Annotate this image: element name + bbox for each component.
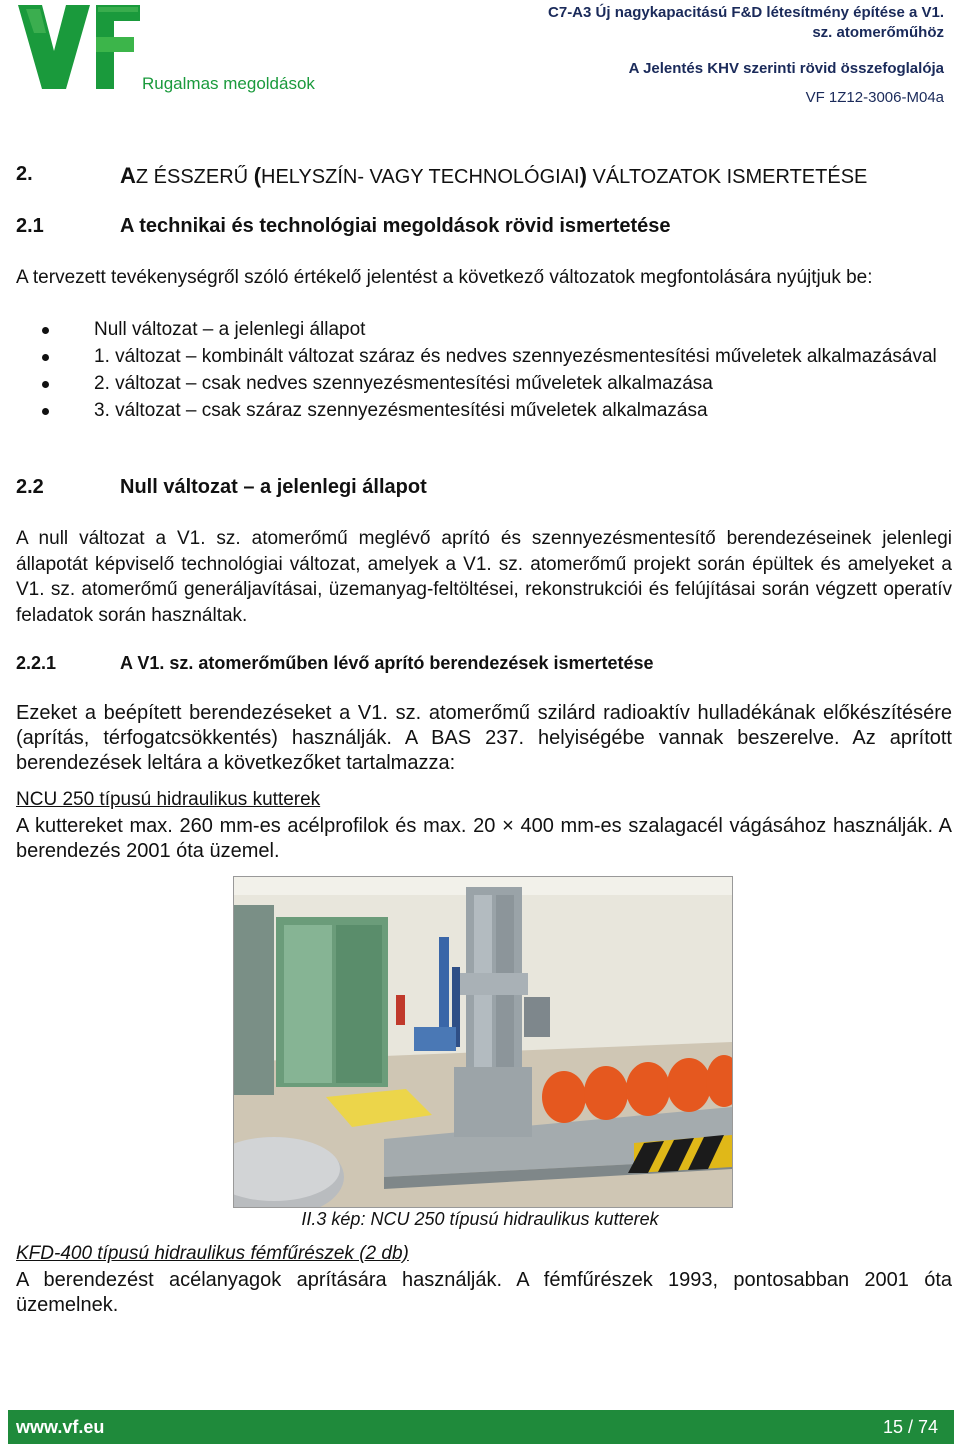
section-title: A technikai és technológiai megoldások rövid ismertetése [120,215,671,237]
ncu-equipment-label: NCU 250 típusú hidraulikus kutterek [16,789,321,810]
section-2-1-heading [16,215,671,238]
document-code: VF 1Z12-3006-M04a [805,89,944,106]
section-number: 2.2.1 [16,653,57,673]
document-subtitle: A Jelentés KHV szerinti rövid összefoglalója [628,60,944,77]
ncu-equipment-text: A kuttereket max. 260 mm-es acélprofilok és max. 20 × 400 mm-es szalagacél vágásához használják. A berendezés 2001 óta üzemel. [16,815,952,862]
vf-logo [18,5,142,89]
list-item: 2. változat – csak nedves szennyezésmentesítési műveletek alkalmazása [16,371,952,397]
section-2-title: AZ ÉSSZERŰ (HELYSZÍN- VAGY TECHNOLÓGIAI) VÁLTOZATOK ISMERTETÉSE [120,163,868,188]
list-item: Null változat – a jelenlegi állapot [16,317,952,343]
section-title: Null változat – a jelenlegi állapot [120,476,427,498]
section-title: A V1. sz. atomerőműben lévő aprító berendezések ismertetése [120,653,654,673]
section-number: 2.2 [16,476,44,498]
project-title-line1: C7-A3 Új nagykapacitású F&D létesítmény építése a V1. [548,4,944,21]
project-title-line2: sz. atomerőműhöz [812,24,944,41]
kfd-equipment-label: KFD-400 típusú hidraulikus fémfűrészek (2 db) [16,1243,409,1264]
page-number: 15 / 74 [882,1417,938,1437]
page-footer [8,1410,954,1444]
section-2-number: 2. [16,163,33,185]
section-number: 2.1 [16,215,44,237]
kfd-equipment-text: A berendezést acélanyagok aprítására használják. A fémfűrészek 1993, pontosabban 2001 óta üzemelnek. [16,1269,952,1316]
section-2-2-text: A null változat a V1. sz. atomerőmű meglévő aprító és szennyezésmentesítő berendezéseinek jelenlegi állapotát képviselő technológiai változat, amelyek a V1. sz. atomerőmű projekt során épültek és amelyeket a V1. sz. atomerőmű generáljavításai, üzemanyag-feltöltései, rekonstrukciói és felújításai során végzett operatív feladatok során használtak. [16,528,952,626]
variant-list [16,317,952,425]
list-item: 1. változat – kombinált változat száraz és nedves szennyezésmentesítési műveletek alkalmazásával [16,344,952,370]
section-2-1-intro: A tervezett tevékenységről szóló értékelő jelentést a következő változatok megfontolására nyújtjuk be: [16,267,873,288]
section-2-2-1-text: Ezeket a beépített berendezéseket a V1. sz. atomerőmű szilárd radioaktív hulladékának előkészítésére (aprítás, térfogatcsökkentés) használják. A BAS 237. helyiségébe vannak beszerelve. Az aprított berendezések leltára a következőket tartalmazza: [16,702,952,774]
section-2-2-1-heading [16,653,654,674]
ncu-cutter-photo [233,876,733,1208]
website-link[interactable]: www.vf.eu [16,1417,105,1437]
company-tagline: Rugalmas megoldások [142,74,315,93]
photo-caption: II.3 kép: NCU 250 típusú hidraulikus kutterek [301,1209,659,1229]
list-item: 3. változat – csak száraz szennyezésmentesítési műveletek alkalmazása [16,398,952,424]
section-2-heading [16,163,868,188]
section-2-2-heading [16,476,427,499]
